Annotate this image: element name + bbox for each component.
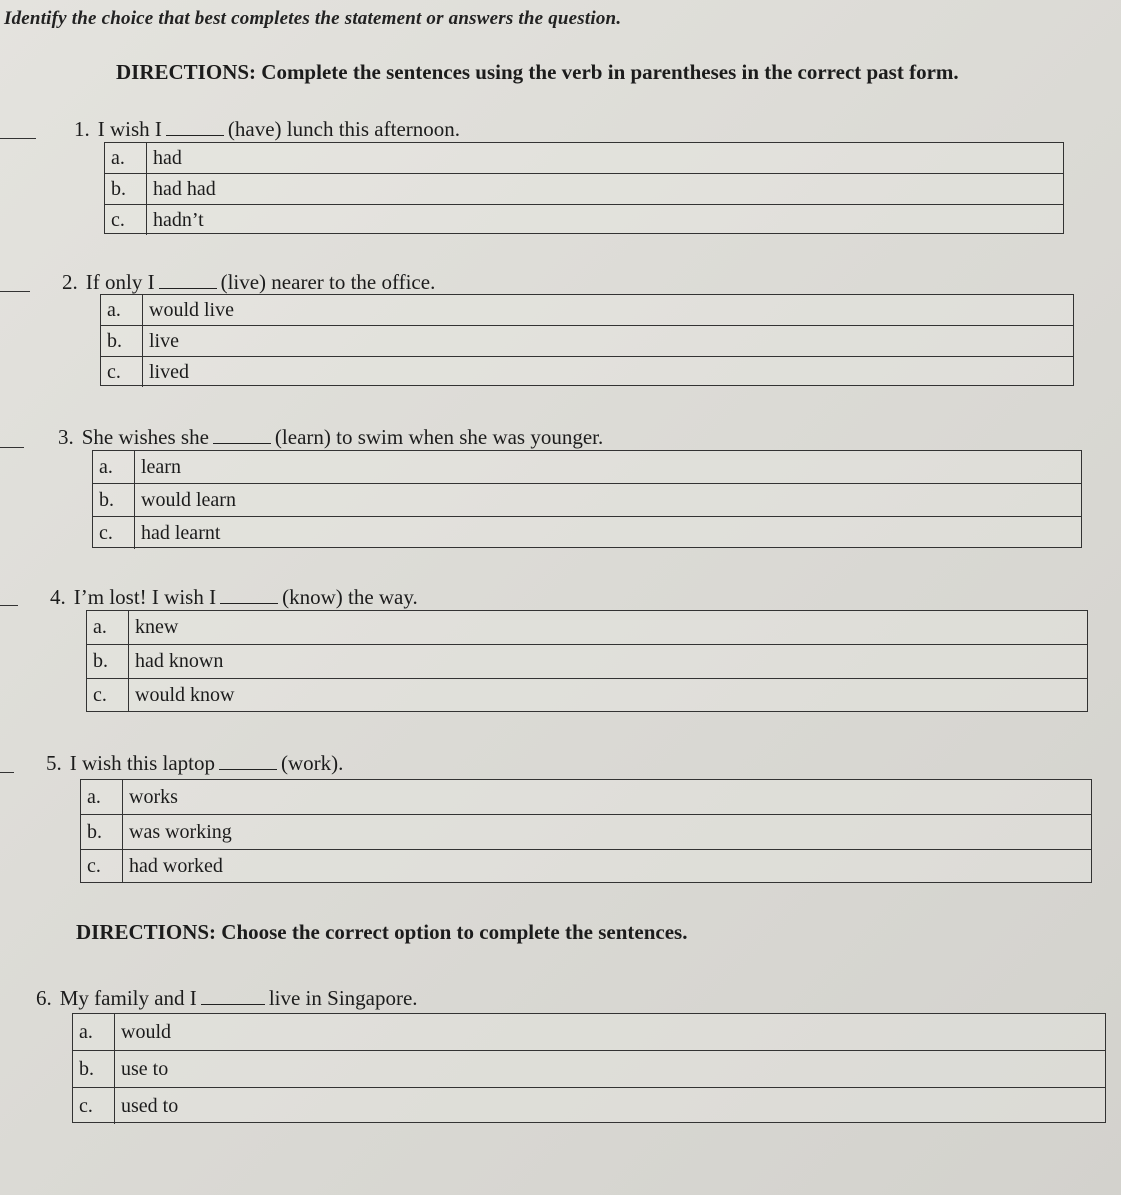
option-letter: c.	[93, 517, 135, 549]
option-row[interactable]	[101, 326, 1073, 357]
fill-blank	[219, 753, 277, 770]
option-letter: c.	[87, 679, 129, 711]
option-text: live	[149, 329, 179, 352]
fill-blank	[159, 272, 217, 289]
answer-blank-4[interactable]	[0, 605, 18, 606]
option-row[interactable]	[81, 815, 1091, 850]
option-letter: a.	[101, 295, 143, 325]
option-text: had worked	[129, 854, 223, 877]
question-text-after: live in Singapore.	[268, 986, 418, 1010]
question-number: 4.	[50, 585, 66, 609]
option-text: would	[121, 1020, 171, 1043]
option-text: hadn’t	[153, 208, 204, 231]
option-letter: b.	[101, 326, 143, 356]
question-text-after: (work).	[281, 751, 344, 775]
option-text: would know	[135, 683, 235, 706]
question-1	[74, 117, 460, 142]
option-row[interactable]	[81, 780, 1091, 815]
option-letter: c.	[73, 1088, 115, 1124]
option-text: had	[153, 146, 182, 169]
question-number: 6.	[36, 986, 52, 1010]
option-row[interactable]	[105, 143, 1063, 174]
option-letter: b.	[105, 174, 147, 204]
answer-blank-5[interactable]	[0, 772, 14, 773]
option-row[interactable]	[87, 645, 1087, 679]
option-text: had known	[135, 650, 224, 672]
question-3	[58, 425, 603, 450]
answer-blank-1[interactable]	[0, 138, 36, 139]
question-number: 1.	[74, 117, 90, 141]
option-row[interactable]	[101, 295, 1073, 326]
instructions-text: Identify the choice that best completes the statement or answers the question.	[4, 8, 622, 29]
option-row[interactable]	[73, 1088, 1105, 1124]
option-text: had learnt	[141, 521, 221, 544]
question-text-after: (live) nearer to the office.	[220, 270, 436, 294]
question-text-after: (know) the way.	[282, 585, 418, 609]
question-2	[62, 270, 435, 295]
option-row[interactable]	[101, 357, 1073, 387]
option-letter: b.	[93, 484, 135, 516]
question-6	[36, 986, 418, 1011]
option-letter: a.	[73, 1014, 115, 1050]
fill-blank	[166, 119, 224, 136]
option-row[interactable]	[81, 850, 1091, 882]
question-text-before: She wishes she	[81, 425, 209, 449]
options-table-1	[104, 142, 1064, 234]
fill-blank	[220, 587, 278, 604]
fill-blank	[201, 988, 265, 1005]
options-table-6	[72, 1013, 1106, 1123]
option-letter: b.	[87, 645, 129, 678]
option-letter: b.	[81, 815, 123, 849]
answer-blank-3[interactable]	[0, 447, 24, 448]
question-5	[46, 751, 343, 776]
question-text-before: If only I	[85, 270, 155, 294]
question-text-before: I wish this laptop	[69, 751, 215, 775]
option-letter: a.	[87, 611, 129, 644]
option-text: used to	[121, 1094, 179, 1117]
question-text-after: (have) lunch this afternoon.	[227, 117, 461, 141]
question-text-after: (learn) to swim when she was younger.	[274, 425, 604, 449]
section2-directions: DIRECTIONS: Choose the correct option to complete the sentences.	[76, 920, 688, 944]
option-text: learn	[141, 455, 181, 478]
option-row[interactable]	[87, 611, 1087, 645]
option-letter: a.	[81, 780, 123, 814]
option-row[interactable]	[105, 205, 1063, 235]
option-row[interactable]	[105, 174, 1063, 205]
question-text-before: I wish I	[97, 117, 162, 141]
question-4	[50, 585, 418, 610]
option-letter: a.	[105, 143, 147, 173]
option-text: use to	[121, 1057, 169, 1080]
option-letter: a.	[93, 451, 135, 483]
question-number: 3.	[58, 425, 74, 449]
options-table-5	[80, 779, 1092, 883]
question-number: 2.	[62, 270, 78, 294]
options-table-3	[92, 450, 1082, 548]
option-row[interactable]	[93, 517, 1081, 549]
question-number: 5.	[46, 751, 62, 775]
option-row[interactable]	[87, 679, 1087, 711]
options-table-2	[100, 294, 1074, 386]
option-text: would live	[149, 298, 234, 321]
option-letter: b.	[73, 1051, 115, 1087]
option-row[interactable]	[93, 484, 1081, 517]
option-text: was working	[129, 820, 232, 843]
option-text: knew	[135, 616, 179, 638]
option-text: would learn	[141, 488, 236, 511]
fill-blank	[213, 427, 271, 444]
answer-blank-2[interactable]	[0, 291, 30, 292]
option-letter: c.	[101, 357, 143, 387]
option-row[interactable]	[73, 1051, 1105, 1088]
option-row[interactable]	[73, 1014, 1105, 1051]
question-text-before: My family and I	[59, 986, 197, 1010]
option-letter: c.	[105, 205, 147, 235]
question-text-before: I’m lost! I wish I	[73, 585, 217, 609]
option-letter: c.	[81, 850, 123, 882]
option-text: had had	[153, 177, 216, 200]
option-text: lived	[149, 360, 189, 383]
option-text: works	[129, 785, 178, 808]
section1-directions: DIRECTIONS: Complete the sentences using the verb in parentheses in the correct past form.	[116, 60, 959, 84]
option-row[interactable]	[93, 451, 1081, 484]
options-table-4	[86, 610, 1088, 712]
